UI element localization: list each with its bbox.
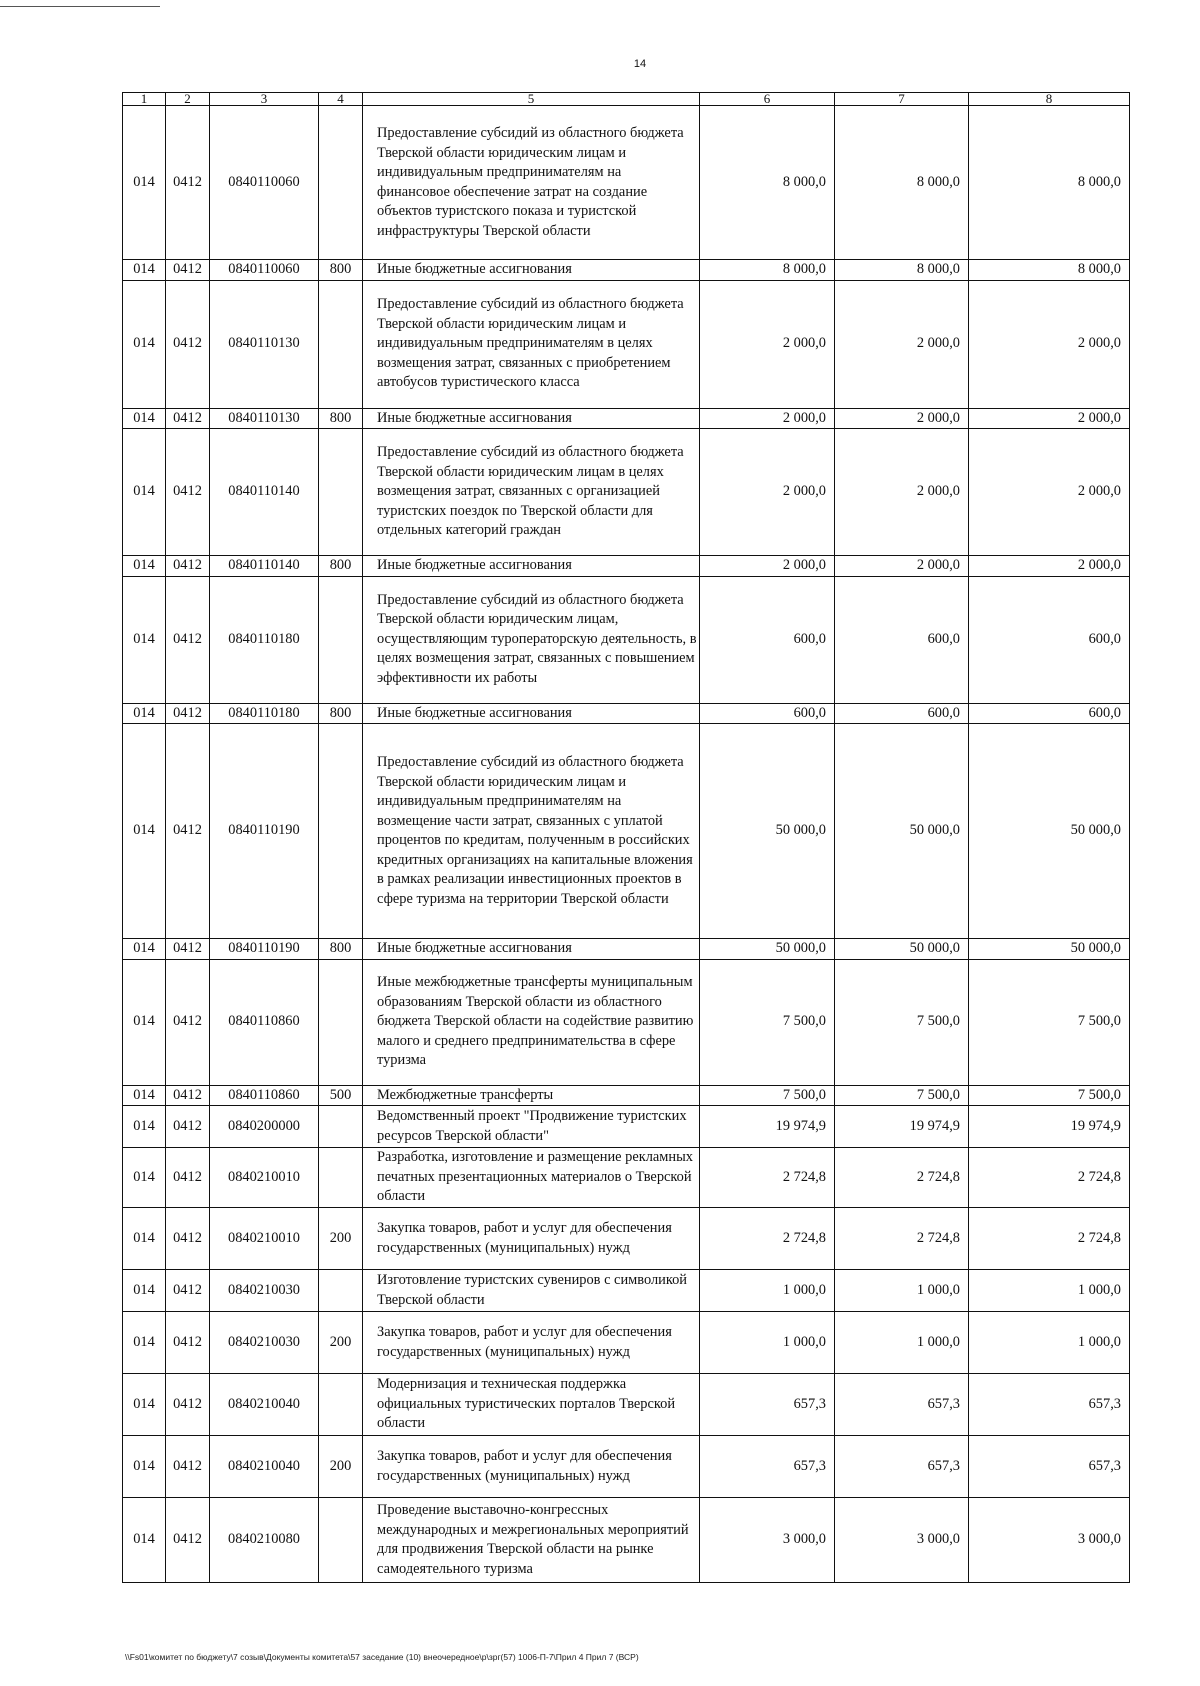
- amount-year-1: 50 000,0: [700, 724, 835, 939]
- amount-year-3: 50 000,0: [969, 939, 1130, 960]
- budget-admin-code: 014: [123, 939, 166, 960]
- amount-year-1: 2 000,0: [700, 408, 835, 429]
- section-code: 0412: [166, 959, 210, 1085]
- item-name: Разработка, изготовление и размещение рекламных печатных презентационных материалов о Тверской области: [363, 1148, 700, 1208]
- target-article-code: 0840210010: [210, 1148, 319, 1208]
- amount-year-3: 1 000,0: [969, 1270, 1130, 1312]
- amount-year-1: 7 500,0: [700, 1085, 835, 1106]
- amount-year-1: 2 000,0: [700, 556, 835, 577]
- item-name: Закупка товаров, работ и услуг для обеспечения государственных (муниципальных) нужд: [363, 1208, 700, 1270]
- amount-year-3: 657,3: [969, 1374, 1130, 1436]
- amount-year-1: 2 724,8: [700, 1208, 835, 1270]
- target-article-code: 0840110130: [210, 408, 319, 429]
- amount-year-2: 50 000,0: [835, 724, 969, 939]
- amount-year-2: 2 000,0: [835, 556, 969, 577]
- expense-type-code: 800: [319, 408, 363, 429]
- budget-admin-code: 014: [123, 1312, 166, 1374]
- amount-year-2: 2 724,8: [835, 1148, 969, 1208]
- amount-year-3: 8 000,0: [969, 260, 1130, 281]
- target-article-code: 0840210040: [210, 1436, 319, 1498]
- budget-admin-code: 014: [123, 1498, 166, 1583]
- amount-year-1: 1 000,0: [700, 1312, 835, 1374]
- section-code: 0412: [166, 1436, 210, 1498]
- table-row: [123, 260, 1130, 281]
- expense-type-code: [319, 1374, 363, 1436]
- item-name: Межбюджетные трансферты: [363, 1085, 700, 1106]
- page-number: 14: [633, 58, 647, 70]
- item-name: Предоставление субсидий из областного бюджета Тверской области юридическим лицам в целях возмещения затрат, связанных с организацией туристских поездок по Тверской области для отдельных категорий граждан: [363, 429, 700, 556]
- item-name: Закупка товаров, работ и услуг для обеспечения государственных (муниципальных) нужд: [363, 1436, 700, 1498]
- budget-admin-code: 014: [123, 703, 166, 724]
- budget-admin-code: 014: [123, 1148, 166, 1208]
- section-code: 0412: [166, 939, 210, 960]
- budget-admin-code: 014: [123, 429, 166, 556]
- item-name: Иные межбюджетные трансферты муниципальным образованиям Тверской области из областного бюджета Тверской области на содействие развитию малого и среднего предпринимательства в сфере туризма: [363, 959, 700, 1085]
- table-row: [123, 1085, 1130, 1106]
- amount-year-1: 2 000,0: [700, 280, 835, 408]
- table-row: [123, 939, 1130, 960]
- amount-year-3: 2 724,8: [969, 1148, 1130, 1208]
- amount-year-1: 7 500,0: [700, 959, 835, 1085]
- target-article-code: 0840110130: [210, 280, 319, 408]
- amount-year-1: 50 000,0: [700, 939, 835, 960]
- target-article-code: 0840210080: [210, 1498, 319, 1583]
- amount-year-3: 19 974,9: [969, 1106, 1130, 1148]
- expense-type-code: 800: [319, 703, 363, 724]
- expense-type-code: [319, 724, 363, 939]
- target-article-code: 0840110140: [210, 429, 319, 556]
- item-name: Модернизация и техническая поддержка официальных туристических порталов Тверской области: [363, 1374, 700, 1436]
- amount-year-2: 7 500,0: [835, 1085, 969, 1106]
- header-cell: 6: [700, 93, 835, 106]
- section-code: 0412: [166, 1148, 210, 1208]
- amount-year-3: 2 724,8: [969, 1208, 1130, 1270]
- amount-year-2: 19 974,9: [835, 1106, 969, 1148]
- budget-admin-code: 014: [123, 408, 166, 429]
- expense-type-code: 200: [319, 1436, 363, 1498]
- amount-year-3: 7 500,0: [969, 959, 1130, 1085]
- table-row: [123, 1436, 1130, 1498]
- amount-year-2: 3 000,0: [835, 1498, 969, 1583]
- section-code: 0412: [166, 1208, 210, 1270]
- expense-type-code: 500: [319, 1085, 363, 1106]
- section-code: 0412: [166, 1498, 210, 1583]
- section-code: 0412: [166, 260, 210, 281]
- budget-admin-code: 014: [123, 1270, 166, 1312]
- amount-year-2: 600,0: [835, 576, 969, 703]
- item-name: Закупка товаров, работ и услуг для обеспечения государственных (муниципальных) нужд: [363, 1312, 700, 1374]
- amount-year-1: 600,0: [700, 576, 835, 703]
- target-article-code: 0840110190: [210, 939, 319, 960]
- header-cell: 2: [166, 93, 210, 106]
- target-article-code: 0840210030: [210, 1312, 319, 1374]
- section-code: 0412: [166, 576, 210, 703]
- table-row: [123, 1148, 1130, 1208]
- amount-year-3: 7 500,0: [969, 1085, 1130, 1106]
- budget-admin-code: 014: [123, 576, 166, 703]
- expense-type-code: [319, 1498, 363, 1583]
- header-cell: 1: [123, 93, 166, 106]
- amount-year-3: 2 000,0: [969, 429, 1130, 556]
- item-name: Ведомственный проект "Продвижение туристских ресурсов Тверской области": [363, 1106, 700, 1148]
- amount-year-1: 3 000,0: [700, 1498, 835, 1583]
- expense-type-code: [319, 280, 363, 408]
- item-name: Предоставление субсидий из областного бюджета Тверской области юридическим лицам и индивидуальным предпринимателям на возмещение части затрат, связанных с уплатой процентов по кредитам, полученным в российских кредитных организациях на капитальные вложения в рамках реализации инвестиционных проектов в сфере туризма на территории Тверской области: [363, 724, 700, 939]
- budget-admin-code: 014: [123, 106, 166, 260]
- amount-year-2: 1 000,0: [835, 1312, 969, 1374]
- header-cell: 5: [363, 93, 700, 106]
- expense-type-code: 800: [319, 260, 363, 281]
- header-cell: 4: [319, 93, 363, 106]
- amount-year-1: 657,3: [700, 1374, 835, 1436]
- amount-year-3: 600,0: [969, 576, 1130, 703]
- budget-admin-code: 014: [123, 556, 166, 577]
- target-article-code: 0840110860: [210, 959, 319, 1085]
- budget-admin-code: 014: [123, 959, 166, 1085]
- amount-year-3: 3 000,0: [969, 1498, 1130, 1583]
- section-code: 0412: [166, 724, 210, 939]
- budget-table: [122, 92, 1130, 1583]
- target-article-code: 0840110180: [210, 576, 319, 703]
- table-row: [123, 556, 1130, 577]
- table-row: [123, 576, 1130, 703]
- item-name: Изготовление туристских сувениров с символикой Тверской области: [363, 1270, 700, 1312]
- amount-year-2: 2 000,0: [835, 280, 969, 408]
- expense-type-code: [319, 576, 363, 703]
- budget-admin-code: 014: [123, 1208, 166, 1270]
- table-row: [123, 408, 1130, 429]
- target-article-code: 0840110140: [210, 556, 319, 577]
- table-row: [123, 1374, 1130, 1436]
- target-article-code: 0840210010: [210, 1208, 319, 1270]
- expense-type-code: [319, 1106, 363, 1148]
- budget-admin-code: 014: [123, 1106, 166, 1148]
- amount-year-2: 50 000,0: [835, 939, 969, 960]
- table-row: [123, 703, 1130, 724]
- target-article-code: 0840210040: [210, 1374, 319, 1436]
- header-cell: 8: [969, 93, 1130, 106]
- expense-type-code: [319, 1148, 363, 1208]
- amount-year-2: 657,3: [835, 1436, 969, 1498]
- amount-year-3: 2 000,0: [969, 408, 1130, 429]
- target-article-code: 0840110860: [210, 1085, 319, 1106]
- table-row: [123, 959, 1130, 1085]
- target-article-code: 0840110190: [210, 724, 319, 939]
- table-row: [123, 724, 1130, 939]
- amount-year-3: 2 000,0: [969, 556, 1130, 577]
- amount-year-3: 50 000,0: [969, 724, 1130, 939]
- table-row: [123, 429, 1130, 556]
- section-code: 0412: [166, 429, 210, 556]
- section-code: 0412: [166, 1085, 210, 1106]
- amount-year-2: 2 000,0: [835, 429, 969, 556]
- amount-year-2: 7 500,0: [835, 959, 969, 1085]
- target-article-code: 0840210030: [210, 1270, 319, 1312]
- table-row: [123, 106, 1130, 260]
- expense-type-code: 800: [319, 939, 363, 960]
- amount-year-2: 657,3: [835, 1374, 969, 1436]
- target-article-code: 0840200000: [210, 1106, 319, 1148]
- amount-year-1: 1 000,0: [700, 1270, 835, 1312]
- header-row: [123, 93, 1130, 106]
- amount-year-2: 1 000,0: [835, 1270, 969, 1312]
- budget-admin-code: 014: [123, 1374, 166, 1436]
- amount-year-3: 8 000,0: [969, 106, 1130, 260]
- item-name: Предоставление субсидий из областного бюджета Тверской области юридическим лицам и индивидуальным предпринимателям на финансовое обеспечение затрат на создание объектов туристского показа и туристской инфраструктуры Тверской области: [363, 106, 700, 260]
- item-name: Иные бюджетные ассигнования: [363, 408, 700, 429]
- budget-admin-code: 014: [123, 260, 166, 281]
- amount-year-1: 2 000,0: [700, 429, 835, 556]
- amount-year-2: 600,0: [835, 703, 969, 724]
- section-code: 0412: [166, 280, 210, 408]
- expense-type-code: [319, 106, 363, 260]
- item-name: Предоставление субсидий из областного бюджета Тверской области юридическим лицам, осуществляющим туроператорскую деятельность, в целях возмещения затрат, связанных с повышением эффективности их работы: [363, 576, 700, 703]
- expense-type-code: 800: [319, 556, 363, 577]
- expense-type-code: [319, 1270, 363, 1312]
- amount-year-2: 8 000,0: [835, 106, 969, 260]
- table-row: [123, 1208, 1130, 1270]
- target-article-code: 0840110180: [210, 703, 319, 724]
- section-code: 0412: [166, 1374, 210, 1436]
- table-row: [123, 1270, 1130, 1312]
- budget-admin-code: 014: [123, 1085, 166, 1106]
- target-article-code: 0840110060: [210, 260, 319, 281]
- amount-year-2: 8 000,0: [835, 260, 969, 281]
- amount-year-3: 600,0: [969, 703, 1130, 724]
- file-path-footer: \\Fs01\комитет по бюджету\7 созыв\Документы комитета\57 заседание (10) внеочередное\р\зрг(57) 1006-П-7\Прил 4 Прил 7 (ВСР): [125, 1652, 639, 1662]
- header-cell: 3: [210, 93, 319, 106]
- item-name: Иные бюджетные ассигнования: [363, 556, 700, 577]
- section-code: 0412: [166, 556, 210, 577]
- budget-admin-code: 014: [123, 280, 166, 408]
- amount-year-1: 8 000,0: [700, 106, 835, 260]
- table-row: [123, 1106, 1130, 1148]
- item-name: Иные бюджетные ассигнования: [363, 939, 700, 960]
- amount-year-1: 19 974,9: [700, 1106, 835, 1148]
- section-code: 0412: [166, 1106, 210, 1148]
- section-code: 0412: [166, 106, 210, 260]
- section-code: 0412: [166, 408, 210, 429]
- top-rule: [0, 6, 160, 7]
- item-name: Проведение выставочно-конгрессных международных и межрегиональных мероприятий для продвижения Тверской области на рынке самодеятельного туризма: [363, 1498, 700, 1583]
- amount-year-2: 2 000,0: [835, 408, 969, 429]
- table-row: [123, 280, 1130, 408]
- budget-admin-code: 014: [123, 724, 166, 939]
- item-name: Иные бюджетные ассигнования: [363, 260, 700, 281]
- budget-admin-code: 014: [123, 1436, 166, 1498]
- section-code: 0412: [166, 1270, 210, 1312]
- item-name: Предоставление субсидий из областного бюджета Тверской области юридическим лицам и индивидуальным предпринимателям в целях возмещения затрат, связанных с приобретением автобусов туристического класса: [363, 280, 700, 408]
- expense-type-code: 200: [319, 1312, 363, 1374]
- table-row: [123, 1498, 1130, 1583]
- section-code: 0412: [166, 703, 210, 724]
- item-name: Иные бюджетные ассигнования: [363, 703, 700, 724]
- amount-year-1: 8 000,0: [700, 260, 835, 281]
- table-row: [123, 1312, 1130, 1374]
- amount-year-1: 2 724,8: [700, 1148, 835, 1208]
- header-cell: 7: [835, 93, 969, 106]
- amount-year-1: 657,3: [700, 1436, 835, 1498]
- target-article-code: 0840110060: [210, 106, 319, 260]
- amount-year-3: 1 000,0: [969, 1312, 1130, 1374]
- section-code: 0412: [166, 1312, 210, 1374]
- expense-type-code: [319, 429, 363, 556]
- amount-year-3: 657,3: [969, 1436, 1130, 1498]
- amount-year-2: 2 724,8: [835, 1208, 969, 1270]
- expense-type-code: 200: [319, 1208, 363, 1270]
- amount-year-1: 600,0: [700, 703, 835, 724]
- amount-year-3: 2 000,0: [969, 280, 1130, 408]
- expense-type-code: [319, 959, 363, 1085]
